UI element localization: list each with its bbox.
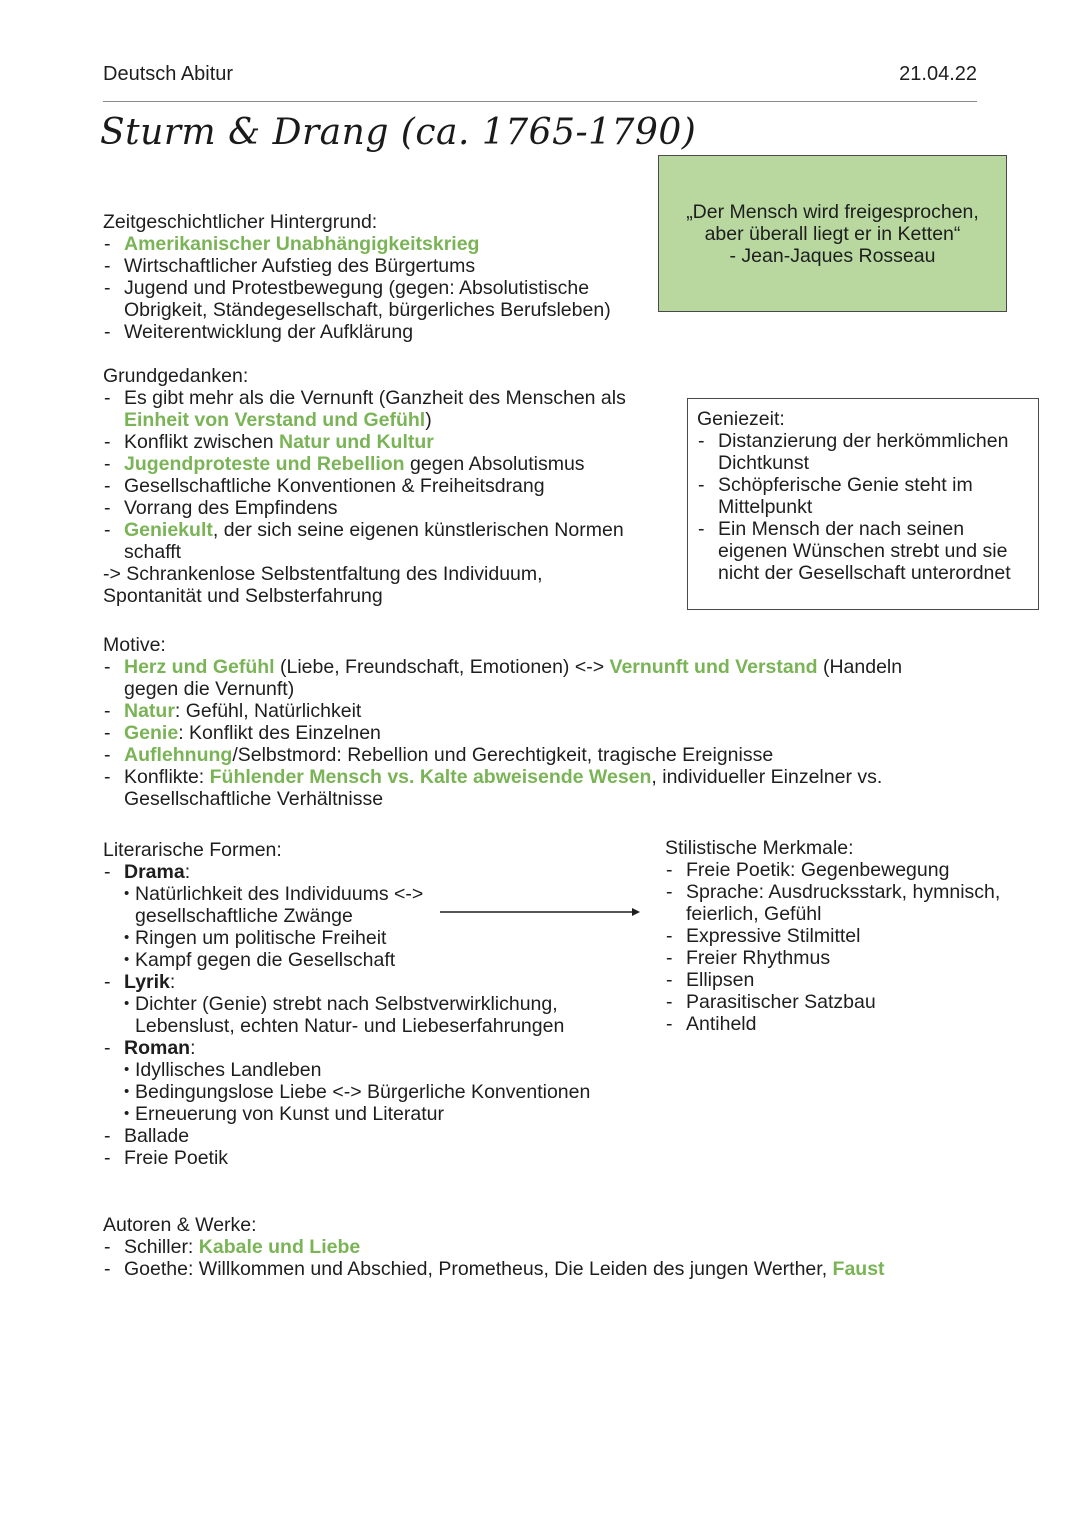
geniezeit-box — [687, 398, 1039, 610]
list-item: - Distanzierung der herkömmlichen Dichtkunst — [697, 430, 1029, 474]
highlight-text: Einheit von Verstand und Gefühl — [124, 409, 426, 431]
arrow-right-icon — [440, 904, 640, 920]
highlight-text: Vernunft und Verstand — [609, 656, 818, 678]
section-stil — [665, 837, 1025, 1035]
highlight-text: Kabale und Liebe — [198, 1236, 361, 1258]
item-text: Konflikte: — [124, 766, 210, 788]
hintergrund-list — [103, 233, 648, 343]
form-label: Lyrik — [124, 971, 170, 993]
geniezeit-list — [697, 430, 1029, 584]
form-label: Roman — [124, 1037, 191, 1059]
list-item: - Parasitischer Satzbau — [665, 991, 1025, 1013]
list-item: - Ein Mensch der nach seinen eigenen Wünschen strebt und sie nicht der Gesellschaft unterordnet — [697, 518, 1029, 584]
list-item: - Freier Rhythmus — [665, 947, 1025, 969]
list-item: • Ringen um politische Freiheit — [124, 927, 424, 949]
grundgedanken-conclusion: -> Schrankenlose Selbstentfaltung des Individuum, Spontanität und Selbsterfahrung — [103, 563, 543, 607]
list-item: - Sprache: Ausdrucksstark, hymnisch, feierlich, Gefühl — [665, 881, 1025, 925]
list-item: - Antiheld — [665, 1013, 1025, 1035]
list-item — [103, 453, 648, 475]
motive-heading: Motive: — [103, 634, 166, 656]
list-item: - Freie Poetik: Gegenbewegung — [665, 859, 1025, 881]
list-item — [103, 700, 933, 722]
quote-line-1: „Der Mensch wird freigesprochen, — [686, 201, 979, 223]
list-item: - Jugend und Protestbewegung (gegen: Absolutistische Obrigkeit, Ständegesellschaft, bürgerliches Berufsleben) — [103, 277, 648, 321]
list-item: • Bedingungslose Liebe <-> Bürgerliche Konventionen — [124, 1081, 623, 1103]
formen-heading: Literarische Formen: — [103, 839, 282, 861]
highlight-text: Natur — [124, 700, 175, 722]
list-item — [103, 656, 933, 700]
quote-author: - Jean-Jaques Rosseau — [729, 245, 936, 267]
hintergrund-heading: Zeitgeschichtlicher Hintergrund: — [103, 211, 378, 233]
quote-line-2: aber überall liegt er in Ketten“ — [704, 223, 961, 245]
stil-heading: Stilistische Merkmale: — [665, 837, 854, 859]
highlight-text: Faust — [832, 1258, 885, 1280]
list-item: • Kampf gegen die Gesellschaft — [124, 949, 424, 971]
item-text-end: ) — [425, 409, 432, 431]
list-item: - Ballade — [103, 1125, 623, 1147]
list-item: - Drama: • Natürlichkeit des Individuums <-> gesellschaftliche Zwänge • Ringen um politische Freiheit • Kampf gegen die Gesellschaft — [103, 861, 623, 971]
list-item: • Erneuerung von Kunst und Literatur — [124, 1103, 623, 1125]
list-item — [103, 1258, 983, 1280]
grundgedanken-heading: Grundgedanken: — [103, 365, 249, 387]
autoren-list — [103, 1236, 983, 1280]
header-date: 21.04.22 — [899, 63, 977, 85]
list-item: - Expressive Stilmittel — [665, 925, 1025, 947]
list-item — [103, 233, 648, 255]
item-text: Konflikt zwischen — [124, 431, 279, 453]
list-item — [103, 1236, 983, 1258]
highlight-text: Genie — [124, 722, 179, 744]
item-text: (Liebe, Freundschaft, Emotionen) <-> — [274, 656, 610, 678]
item-text: : Konflikt des Einzelnen — [178, 722, 381, 744]
header-divider — [103, 101, 977, 102]
list-item — [103, 431, 648, 453]
list-item — [103, 766, 933, 810]
highlight-text: Herz und Gefühl — [124, 656, 275, 678]
item-text: /Selbstmord: Rebellion und Gerechtigkeit, tragische Ereignisse — [232, 744, 774, 766]
item-text: Schiller: — [124, 1236, 199, 1258]
list-item: • Natürlichkeit des Individuums <-> gesellschaftliche Zwänge — [124, 883, 424, 927]
grundgedanken-list — [103, 387, 648, 563]
list-item: • Idyllisches Landleben — [124, 1059, 623, 1081]
section-motive — [103, 634, 933, 810]
list-item — [103, 744, 933, 766]
list-item: - Gesellschaftliche Konventionen & Freiheitsdrang — [103, 475, 648, 497]
highlight-text: Geniekult — [124, 519, 213, 541]
item-text: , individueller Einzelner vs. Gesellschaftliche Verhältnisse — [124, 766, 883, 810]
item-text: Es gibt mehr als die Vernunft (Ganzheit des Menschen als — [124, 387, 626, 409]
list-item: - Roman: • Idyllisches Landleben • Bedingungslose Liebe <-> Bürgerliche Konventionen • Erneuerung von Kunst und Literatur — [103, 1037, 623, 1125]
list-item: - Freie Poetik — [103, 1147, 623, 1169]
list-item: • Dichter (Genie) strebt nach Selbstverwirklichung, Lebenslust, echten Natur- und Liebeserfahrungen — [124, 993, 584, 1037]
item-text: Goethe: Willkommen und Abschied, Prometheus, Die Leiden des jungen Werther, — [124, 1258, 833, 1280]
geniezeit-heading: Geniezeit: — [697, 408, 785, 430]
section-formen — [103, 839, 623, 1169]
item-text: (Handeln gegen die Vernunft) — [124, 656, 903, 700]
highlight-text: Amerikanischer Unabhängigkeitskrieg — [124, 233, 480, 255]
highlight-text: Fühlender Mensch vs. Kalte abweisende Wesen — [209, 766, 652, 788]
section-hintergrund — [103, 211, 648, 343]
item-text: gegen Absolutismus — [404, 453, 585, 475]
list-item — [103, 519, 648, 563]
section-autoren — [103, 1214, 983, 1280]
lyrik-list — [124, 993, 584, 1037]
form-label: Drama — [124, 861, 185, 883]
highlight-text: Jugendproteste und Rebellion — [124, 453, 405, 475]
item-text: , der sich seine eigenen künstlerischen Normen schafft — [124, 519, 624, 563]
list-item: - Lyrik: • Dichter (Genie) strebt nach Selbstverwirklichung, Lebenslust, echten Natur- und Liebeserfahrungen — [103, 971, 623, 1037]
item-text: : Gefühl, Natürlichkeit — [174, 700, 362, 722]
autoren-heading: Autoren & Werke: — [103, 1214, 257, 1236]
quote-box — [658, 155, 1007, 312]
section-grundgedanken — [103, 365, 648, 607]
page-title: Sturm & Drang (ca. 1765-1790) — [100, 112, 697, 153]
highlight-text: Auflehnung — [124, 744, 233, 766]
list-item — [103, 722, 933, 744]
list-item: - Ellipsen — [665, 969, 1025, 991]
roman-list — [124, 1059, 623, 1125]
list-item: - Schöpferische Genie steht im Mittelpunkt — [697, 474, 1029, 518]
list-item: - Weiterentwicklung der Aufklärung — [103, 321, 648, 343]
list-item: - Vorrang des Empfindens — [103, 497, 648, 519]
header-subject: Deutsch Abitur — [103, 63, 234, 85]
list-item — [103, 387, 648, 431]
highlight-text: Natur und Kultur — [278, 431, 434, 453]
stil-list — [665, 859, 1025, 1035]
list-item: - Wirtschaftlicher Aufstieg des Bürgertums — [103, 255, 648, 277]
drama-list — [124, 883, 424, 971]
motive-list — [103, 656, 933, 810]
